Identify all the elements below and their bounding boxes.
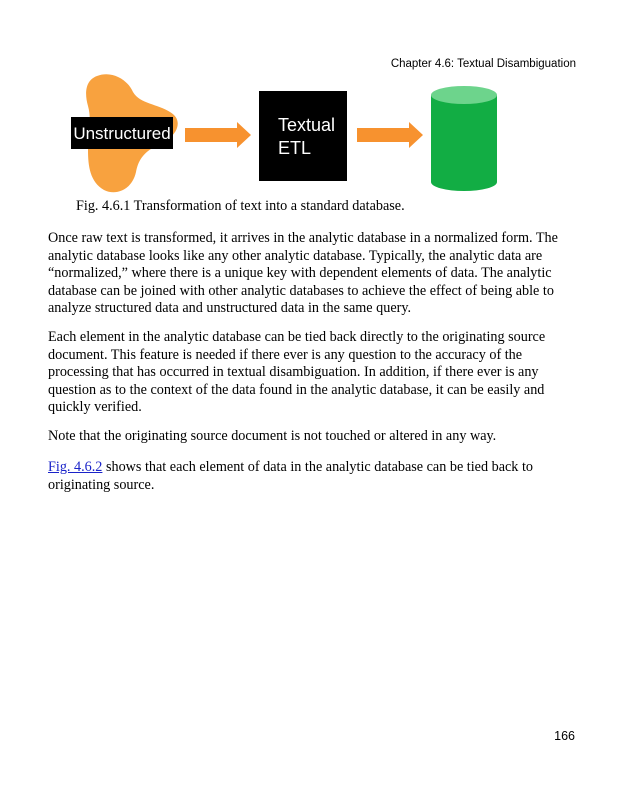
paragraph-figure-reference-text: shows that each element of data in the analytic database can be tied back to originating source. — [48, 459, 533, 493]
paragraph-figure-reference — [48, 459, 578, 494]
etl-label-line1: Textual — [278, 115, 336, 135]
textual-etl-box — [259, 91, 347, 181]
transformation-diagram — [0, 70, 617, 200]
etl-label-line2: ETL — [278, 138, 312, 158]
unstructured-label: Unstructured — [73, 124, 171, 143]
running-header: Chapter 4.6: Textual Disambiguation — [390, 58, 576, 70]
figure-4-6-1 — [0, 70, 617, 200]
paragraph-normalized-form: Once raw text is transformed, it arrives in the analytic database in a normalized form. The analytic database looks like any other analytic database. Typically, the analytic data are “normalized,” where there is a unique key with dependent elements of data. The analytic database can be joined with other analytic databases to achieve the effect of being able to analyze structured data and unstructured data in the same query. — [48, 230, 558, 317]
arrow-to-database — [357, 122, 423, 148]
arrow-to-etl — [185, 122, 251, 148]
paragraph-tied-back: Each element in the analytic database can be tied back directly to the originating source document. This feature is needed if there ever is any question to the accuracy of the processing that has occurred in textual disambiguation. In addition, if there ever is any question as to the context of the data found in the analytic database, it can be easily and quickly verified. — [48, 329, 546, 416]
paragraph-source-untouched: Note that the originating source document is not touched or altered in any way. — [48, 428, 497, 444]
figure-4-6-2-link[interactable]: Fig. 4.6.2 — [48, 459, 103, 475]
figure-caption: Fig. 4.6.1 Transformation of text into a standard database. — [76, 198, 405, 214]
page-number: 166 — [554, 729, 575, 743]
database-cylinder-top — [431, 86, 497, 104]
database-cylinder-body — [431, 95, 497, 191]
